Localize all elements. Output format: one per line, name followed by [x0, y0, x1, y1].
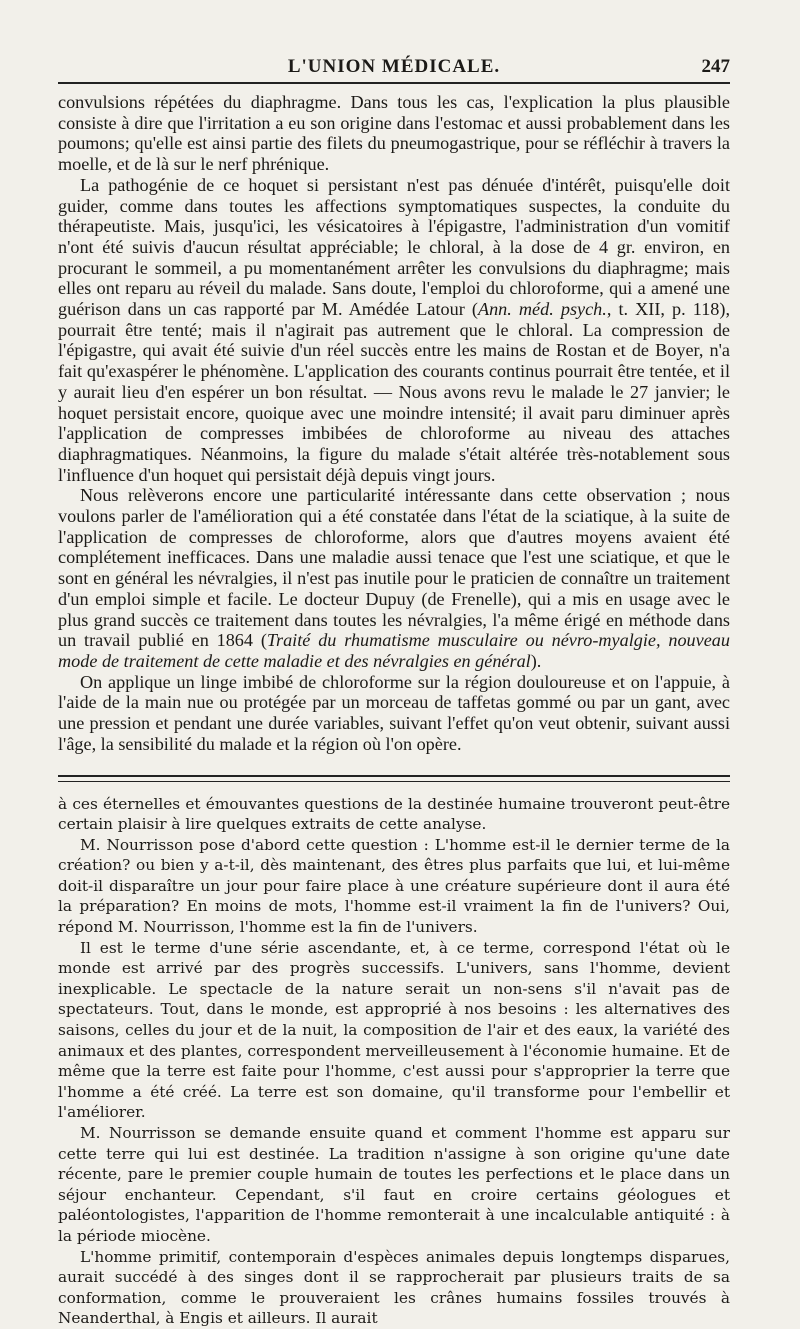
paragraph-sciatique: [58, 485, 730, 671]
feuilleton-paragraph: L'homme primitif, contemporain d'espèces animales depuis longtemps disparues, aurait succédé à des singes dont il se rapprocherait par plusieurs traits de sa conformation, comme le prouveraient les crânes humains fossiles trouvés à Neanderthal, à Engis et ailleurs. Il aurait: [58, 1247, 730, 1328]
feuilleton-divider: [58, 775, 730, 782]
feuilleton-paragraph: à ces éternelles et émouvantes questions de la destinée humaine trouveront peut-être certain plaisir à lire quelques extraits de cette analyse.: [58, 794, 730, 834]
paragraph-text: , t. XII, p. 118), pourrait être tenté; mais il n'agirait pas autrement que le chloral. La compression de l'épigastre, qui avait été suivie d'un réel succès entre les mains de Rostan et de Boyer, n'a fait qu'exaspérer le phénomène. L'application des courants continus pourrait être tentée, et il y aurait lieu d'en espérer un bon résultat. — Nous avons revu le malade le 27 janvier; le hoquet persistait encore, quoique avec une moindre intensité; il avait paru diminuer après l'application de compresses imbibées de chloroforme au niveau des attaches diaphragmatiques. Néanmoins, la figure du malade s'était altérée très-notablement sous l'influence d'un hoquet qui persistait déjà depuis vingt jours.: [58, 299, 731, 485]
paragraph-text: La pathogénie de ce hoquet si persistant n'est pas dénuée d'intérêt, puisqu'elle doit guider, comme dans toutes les affections symptomatiques suspectes, la conduite du thérapeutiste. Mais, jusqu'ici, les vésicatoires à l'épigastre, l'administration d'un vomitif n'ont été suivis d'aucun résultat appréciable; le chloral, à la dose de 4 gr. environ, en procurant le sommeil, a pu momentanément arrêter les convulsions du diaphragme; mais elles ont reparu au réveil du malade. Sans doute, l'emploi du chloroforme, qui a amené une guérison dans un cas rapporté par M. Amédée Latour (: [58, 174, 730, 320]
page-header: [58, 0, 730, 92]
paragraph-text: Nous relèverons encore une particularité intéressante dans cette observation ; nous voulons parler de l'amélioration qui a été constatée dans l'état de la sciatique, à la suite de l'application de compresses de chloroforme, alors que d'autres moyens avaient été complétement inefficaces. Dans une maladie aussi tenace que l'est une sciatique, et que le sont en général les névralgies, il n'est pas inutile pour le praticien de connaître un traitement d'un emploi simple et facile. Le docteur Dupuy (de Frenelle), qui a mis en usage avec le plus grand succès ce traitement dans toutes les névralgies, l'a même érigé en méthode dans un travail publié en 1864 (: [58, 485, 730, 651]
feuilleton-section: [58, 794, 730, 1329]
running-title: L'UNION MÉDICALE.: [287, 56, 501, 77]
feuilleton-paragraph: M. Nourrisson pose d'abord cette question : L'homme est-il le dernier terme de la création? ou bien y a-t-il, dès maintenant, des êtres plus parfaits que lui, et lui-même doit-il disparaître un jour pour faire place à une créature supérieure dont il aura été la préparation? En moins de mots, l'homme est-il vraiment la fin de l'univers? Oui, répond M. Nourrisson, l'homme est la fin de l'univers.: [58, 835, 730, 937]
paragraph-text: ).: [530, 650, 542, 671]
feuilleton-paragraph: Il est le terme d'une série ascendante, et, à ce terme, correspond l'état où le monde est arrivé par des progrès successifs. L'univers, sans l'homme, devient inexplicable. Le spectacle de la nature serait un non-sens s'il n'avait pas de spectateurs. Tout, dans le monde, est approprié à nos besoins : les alternatives des saisons, celles du jour et de la nuit, la composition de l'air et des eaux, la variété des animaux et des plantes, correspondent merveilleusement à l'économie humaine. Et de même que la terre est faite pour l'homme, c'est aussi pour s'approprier la terre que l'homme a été créé. La terre est son domaine, qu'il transforme pour l'embellir et l'améliorer.: [58, 938, 730, 1122]
citation-title: Traité du rhumatisme musculaire ou névro-myalgie, nouveau mode de traitement de cette maladie et des névralgies en général: [58, 630, 730, 671]
page-number: 247: [701, 56, 730, 77]
paragraph-pathogenie: [58, 175, 730, 486]
paragraph-application: On applique un linge imbibé de chloroforme sur la région douloureuse et on l'appuie, à l'aide de la main nue ou protégée par un morceau de taffetas gommé ou par un gant, avec une pression et pendant une durée variables, suivant l'effet qu'on veut obtenir, suivant aussi l'âge, la sensibilité du malade et la région où l'on opère.: [58, 671, 730, 754]
citation-journal: Ann. méd. psych.: [477, 299, 607, 320]
main-article: [58, 92, 730, 755]
header-rule: [58, 82, 730, 84]
paragraph-continuation: convulsions répétées du diaphragme. Dans tous les cas, l'explication la plus plausible consiste à dire que l'irritation a eu son origine dans l'estomac et aussi probablement dans les poumons; qu'elle est ainsi partie des filets du pneumogastrique, pour se réfléchir à travers la moelle, et de là sur le nerf phrénique.: [58, 92, 730, 175]
feuilleton-paragraph: M. Nourrisson se demande ensuite quand et comment l'homme est apparu sur cette terre qui lui est destinée. La tradition n'assigne à son origine qu'une date récente, pare le premier couple humain de toutes les perfections et le place dans un séjour enchanteur. Cependant, s'il faut en croire certains géologues et paléontologistes, l'apparition de l'homme remonterait à une incalculable antiquité : à la période miocène.: [58, 1124, 730, 1245]
